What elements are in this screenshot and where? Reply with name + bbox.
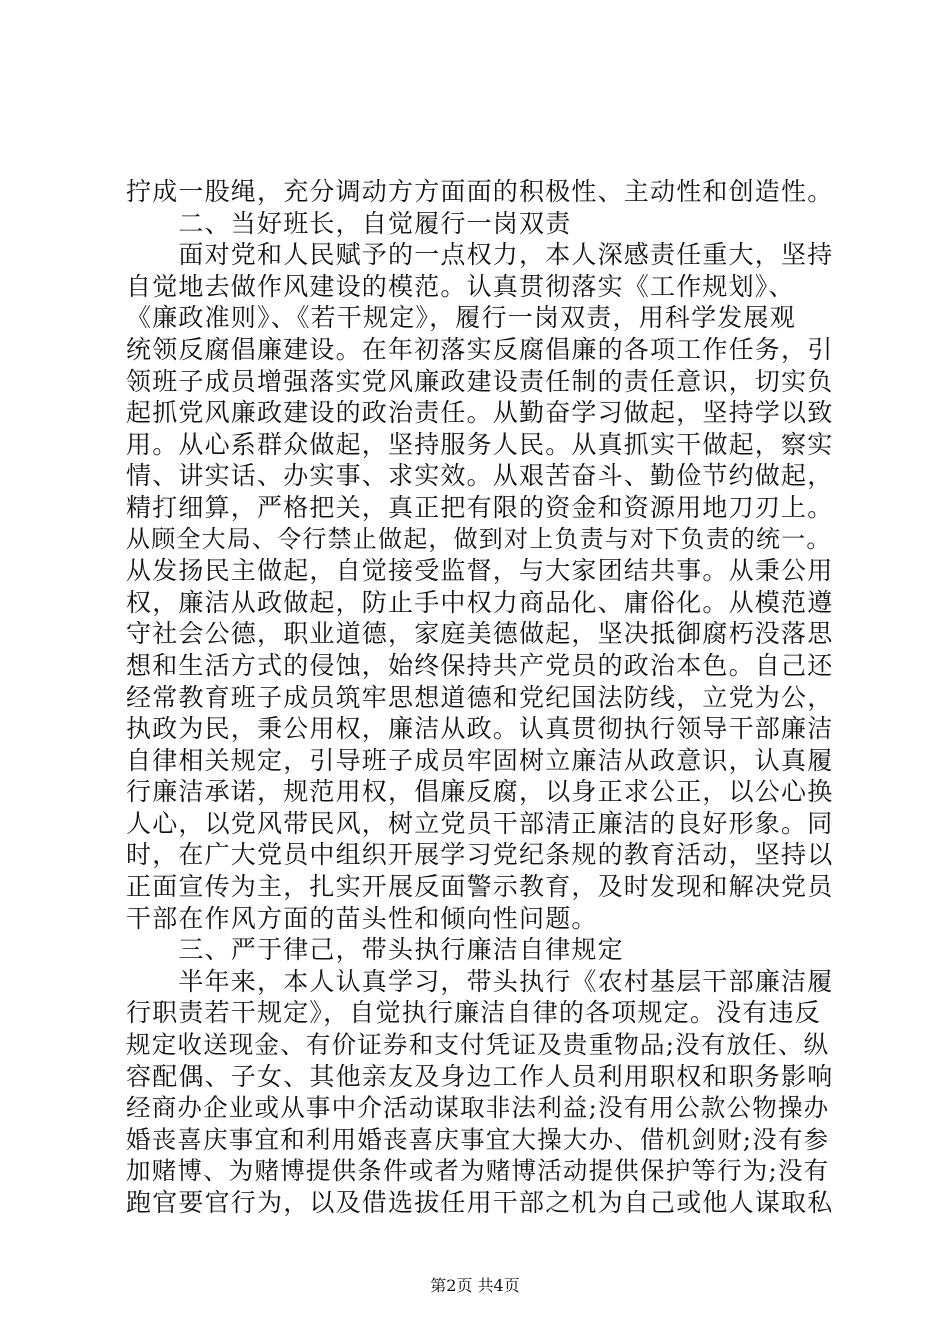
text-line: 半年来，本人认真学习，带头执行《农村基层干部廉洁履 [126, 966, 834, 996]
text-line: 精打细算，严格把关，真正把有限的资金和资源用地刀刃上。 [126, 492, 834, 522]
text-line: 执政为民，秉公用权，廉洁从政。认真贯彻执行领导干部廉洁 [126, 714, 834, 744]
text-line: 权，廉洁从政做起，防止手中权力商品化、庸俗化。从模范遵 [126, 587, 834, 617]
text-line: 自觉地去做作风建设的模范。认真贯彻落实《工作规划》、 [126, 271, 795, 301]
text-line: 拧成一股绳，充分调动方方面面的积极性、主动性和创造性。 [126, 177, 834, 206]
text-line: 婚丧喜庆事宜和利用婚丧喜庆事宜大操大办、借机剑财;没有参 [126, 1124, 830, 1154]
body-text [126, 176, 842, 1219]
text-line: 容配偶、子女、其他亲友及身边工作人员利用职权和职务影响 [126, 1061, 834, 1091]
section-heading: 三、严于律己，带头执行廉洁自律规定 [126, 935, 624, 965]
text-line: 用。从心系群众做起，坚持服务人民。从真抓实干做起，察实 [126, 429, 834, 459]
text-line: 领班子成员增强落实党风廉政建设责任制的责任意识，切实负 [126, 366, 834, 396]
text-line: 从发扬民主做起，自觉接受监督，与大家团结共事。从秉公用 [126, 556, 834, 586]
text-line: 经商办企业或从事中介活动谋取非法利益;没有用公款公物操办 [126, 1093, 830, 1123]
text-line: 情、讲实话、办实事、求实效。从艰苦奋斗、勤俭节约做起， [126, 461, 834, 491]
text-line: 跑官要官行为，以及借选拔任用干部之机为自己或他人谋取私 [126, 1188, 834, 1217]
text-line: 时，在广大党员中组织开展学习党纪条规的教育活动，坚持以 [126, 840, 834, 870]
text-line: 自律相关规定，引导班子成员牢固树立廉洁从政意识，认真履 [126, 745, 834, 775]
text-line: 正面宣传为主，扎实开展反面警示教育，及时发现和解决党员 [126, 872, 834, 902]
text-line: 起抓党风廉政建设的政治责任。从勤奋学习做起，坚持学以致 [126, 398, 834, 428]
text-line: 规定收送现金、有价证券和支付凭证及贵重物品;没有放任、纵 [126, 1030, 830, 1060]
text-line: 经常教育班子成员筑牢思想道德和党纪国法防线，立党为公， [126, 682, 834, 712]
text-line: 行廉洁承诺，规范用权，倡廉反腐，以身正求公正，以公心换 [126, 777, 834, 807]
text-line: 想和生活方式的侵蚀，始终保持共产党员的政治本色。自己还 [126, 650, 834, 680]
text-line: 人心，以党风带民风，树立党员干部清正廉洁的良好形象。同 [126, 808, 834, 838]
text-line: 《廉政准则》、《若干规定》，履行一岗双责，用科学发展观 [126, 303, 796, 333]
section-heading: 二、当好班长，自觉履行一岗双责 [126, 208, 572, 238]
text-line: 守社会公德，职业道德，家庭美德做起，坚决抵御腐朽没落思 [126, 619, 834, 649]
text-line: 统领反腐倡廉建设。在年初落实反腐倡廉的各项工作任务，引 [126, 334, 834, 364]
text-line: 行职责若干规定》，自觉执行廉洁自律的各项规定。没有违反 [126, 998, 821, 1028]
text-line: 面对党和人民赋予的一点权力，本人深感责任重大，坚持 [126, 240, 834, 270]
page-number-footer: 第2页 共4页 [430, 1276, 520, 1295]
text-line: 加赌博、为赌博提供条件或者为赌博活动提供保护等行为;没有 [126, 1156, 830, 1186]
text-line: 干部在作风方面的苗头性和倾向性问题。 [126, 903, 598, 933]
text-line: 从顾全大局、令行禁止做起，做到对上负责与对下负责的统一。 [126, 524, 832, 553]
